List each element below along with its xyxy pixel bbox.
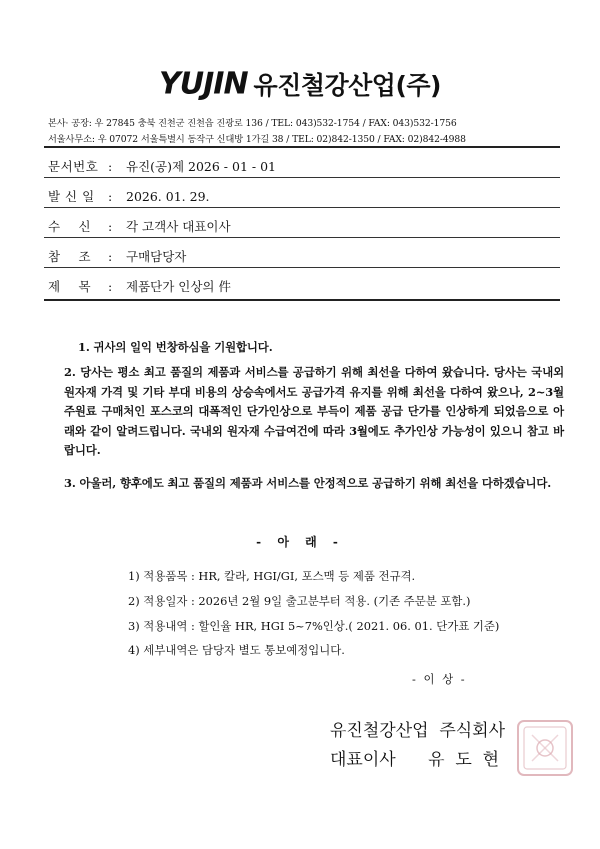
reference-row: 참 조 : 구매담당자 <box>48 249 187 264</box>
doc-number-label: 문서번호 <box>48 159 99 174</box>
signature-company: 유진철강산업 주식회사 <box>330 721 506 741</box>
letterhead-divider <box>44 146 560 148</box>
divider <box>44 267 560 268</box>
send-date-row: 발 신 일 : 2026. 01. 29. <box>48 189 210 204</box>
notice-title: - 아 래 - <box>256 535 344 549</box>
company-logo <box>0 66 600 102</box>
address-headquarters: 본사· 공장: 우 27845 충북 진천군 진천읍 진광로 136 / TEL: 043)532-1754 / FAX: 043)532-1756 <box>48 118 457 129</box>
logo-english: YUJIN <box>159 66 248 102</box>
recipient-value: 각 고객사 대표이사 <box>126 219 231 234</box>
divider <box>44 237 560 238</box>
paragraph-2 <box>64 363 564 461</box>
paragraph-2-text: 2. 당사는 평소 최고 품질의 제품과 서비스를 공급하기 위해 최선을 다하여 왔습니다. 당사는 국내외 원자재 가격 및 기타 부대 비용의 상승속에서도 공급가격 유지를 위해 최선을 다하여 왔으나, 2~3월 주원료 구매처인 포스코의 대폭적인 단가인상으로 부득이 제품 공급 단가를 인상하게 되었음으로 아래와 같이 알려드립니다. 국내외 원자재 수급여건에 따라 3월에도 추가인상 가능성이 있으니 참고 바랍니다. <box>64 365 564 458</box>
subject-label: 제 목 <box>48 279 92 294</box>
signature-ceo: 대표이사 유 도 현 <box>330 750 499 770</box>
address-seoul-office: 서울사무소: 우 07072 서울특별시 동작구 신대방 1가길 38 / TEL: 02)842-1350 / FAX: 02)842-4988 <box>48 134 466 145</box>
reference-label: 참 조 <box>48 249 92 264</box>
notice-item: 3) 적용내역 : 할인율 HR, HGI 5~7%인상.( 2021. 06. 01. 단가표 기준) <box>128 619 500 633</box>
logo-korean: 유진철강산업(주) <box>253 71 441 100</box>
subject-row: 제 목 : 제품단가 인상의 件 <box>48 279 231 294</box>
notice-item: 2) 적용일자 : 2026년 2월 9일 출고분부터 적용. (기존 주문분 포함.) <box>128 594 471 608</box>
paragraph-3 <box>64 474 564 494</box>
send-date-value: 2026. 01. 29. <box>126 189 210 204</box>
divider <box>44 207 560 208</box>
paragraph-3-text: 3. 아울러, 향후에도 최고 품질의 제품과 서비스를 안정적으로 공급하기 위해 최선을 다하겠습니다. <box>64 476 552 490</box>
recipient-row: 수 신 : 각 고객사 대표이사 <box>48 219 231 234</box>
company-seal-stamp <box>514 717 576 779</box>
doc-number-value: 유진(공)제 2026 - 01 - 01 <box>126 159 276 174</box>
reference-value: 구매담당자 <box>126 249 187 264</box>
recipient-label: 수 신 <box>48 219 92 234</box>
notice-item: 4) 세부내역은 담당자 별도 통보예정입니다. <box>128 643 345 657</box>
paragraph-1: 1. 귀사의 일익 번창하심을 기원합니다. <box>78 340 273 354</box>
header-bottom-divider <box>44 299 560 301</box>
notice-item: 1) 적용품목 : HR, 칼라, HGI/GI, 포스맥 등 제품 전규격. <box>128 569 416 583</box>
subject-value: 제품단가 인상의 件 <box>126 279 231 294</box>
doc-number-row: 문서번호 : 유진(공)제 2026 - 01 - 01 <box>48 159 276 174</box>
send-date-label: 발 신 일 <box>48 189 95 204</box>
divider <box>44 177 560 178</box>
end-mark: - 이 상 - <box>412 672 467 686</box>
